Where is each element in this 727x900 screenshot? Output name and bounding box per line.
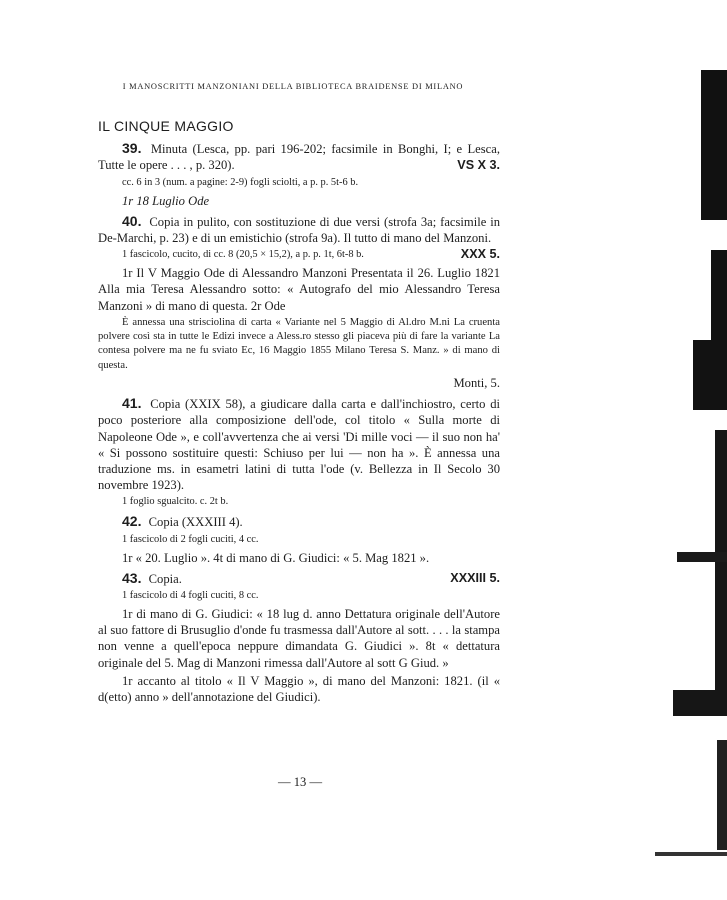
entry-43 bbox=[98, 570, 500, 705]
page-content bbox=[98, 118, 500, 707]
section-title: IL CINQUE MAGGIO bbox=[98, 118, 234, 134]
transcription-note: È annessa una strisciolina di carta « Variante nel 5 Maggio di Al.dro M.ni La cruenta polvere così sta in tutte le Edizi invece a Aless.ro stesso gli piaceva più di fare la variante La contesa polvere ma ne fu sviato Ec, 16 Maggio 1855 Milano Teresa S. Manz. » di mano di questa. bbox=[98, 316, 500, 371]
shelfmark: VS X 3. bbox=[457, 158, 500, 173]
physical-description: 1 fascicolo di 4 fogli cuciti, 8 cc. bbox=[122, 590, 259, 602]
transcription-paragraph: 1r di mano di G. Giudici: « 18 lug d. anno Dettatura originale dell'Autore al suo fattore di Brusuglio d'onde fu trasmessa dall'Autore al sott. . . . la stampa non venne a quell'epoca neppure dimandata G. Giudici ». 8t « dettatura originale del 5. Mag di Manzoni rimessa dall'Autore al sott G Giud. » bbox=[98, 607, 500, 670]
folio-line: 1r « 20. Luglio ». 4t di mano di G. Giudici: « 5. Mag 1821 ». bbox=[122, 550, 430, 565]
entry-number: 40. bbox=[122, 212, 142, 229]
entry-number: 42. bbox=[122, 513, 142, 530]
page-number: — 13 — bbox=[277, 775, 323, 789]
entry-text: Minuta (Lesca, pp. pari 196-202; facsimile in Bonghi, I; e Lesca, Tutte le opere . . . , p. 320). bbox=[98, 142, 500, 173]
entry-number: 41. bbox=[122, 395, 142, 412]
entry-text: Copia (XXIX 58), a giudicare dalla carta e dall'inchiostro, certo di poco posteriore alla composizione dell'ode, col titolo « Sulla morte di Napoleone Ode », e coll'avvertenza che ai versi 'Di mille voci — il suo non ha' « Si possono sostituire questi: Schiuso per lui — non ha ». È annessa una traduzione ms. in esametri latini di tutta l'ode (v. Bellezza in Il Secolo 30 novembre 1923). bbox=[98, 397, 500, 493]
physical-description: 1 fascicolo, cucito, di cc. 8 (20,5 × 15,2), a p. p. 1t, 6t-8 b. bbox=[122, 249, 364, 261]
shelfmark: XXX 5. bbox=[460, 247, 500, 262]
scan-edge-artifact bbox=[637, 0, 727, 900]
signature: Monti, 5. bbox=[453, 376, 500, 391]
physical-description: cc. 6 in 3 (num. a pagine: 2-9) fogli sciolti, a p. p. 5t-6 b. bbox=[122, 176, 359, 188]
entry-42 bbox=[98, 513, 500, 565]
physical-description: 1 foglio sgualcito. c. 2t b. bbox=[122, 496, 229, 508]
transcription-paragraph: 1r Il V Maggio Ode di Alessandro Manzoni Presentata il 26. Luglio 1821 Alla mia Teresa Alessandro sotto: « Autografo del mio Alessandro Teresa Manzoni » di mano di questa. 2r Ode bbox=[98, 266, 500, 313]
folio-line: 1r 18 Luglio Ode bbox=[122, 193, 210, 208]
entry-number: 43. bbox=[122, 569, 142, 586]
entry-number: 39. bbox=[122, 140, 142, 157]
transcription-paragraph: 1r accanto al titolo « Il V Maggio », di mano del Manzoni: 1821. (il « d(etto) anno » dell'annotazione del Giudici). bbox=[98, 673, 500, 705]
entry-text: Copia. bbox=[148, 571, 182, 586]
running-header: I MANOSCRITTI MANZONIANI DELLA BIBLIOTECA BRAIDENSE DI MILANO bbox=[122, 82, 464, 91]
entry-41 bbox=[98, 395, 500, 509]
shelfmark: XXXIII 5. bbox=[450, 570, 500, 585]
entry-text: Copia in pulito, con sostituzione di due versi (strofa 3a; facsimile in De-Marchi, p. 23) e di un emistichio (strofa 9a). Il tutto di mano del Manzoni. bbox=[98, 214, 501, 246]
entry-39 bbox=[98, 140, 500, 209]
entry-text: Copia (XXXIII 4). bbox=[148, 515, 243, 530]
entry-40 bbox=[98, 213, 500, 391]
physical-description: 1 fascicolo di 2 fogli cuciti, 4 cc. bbox=[122, 533, 259, 545]
